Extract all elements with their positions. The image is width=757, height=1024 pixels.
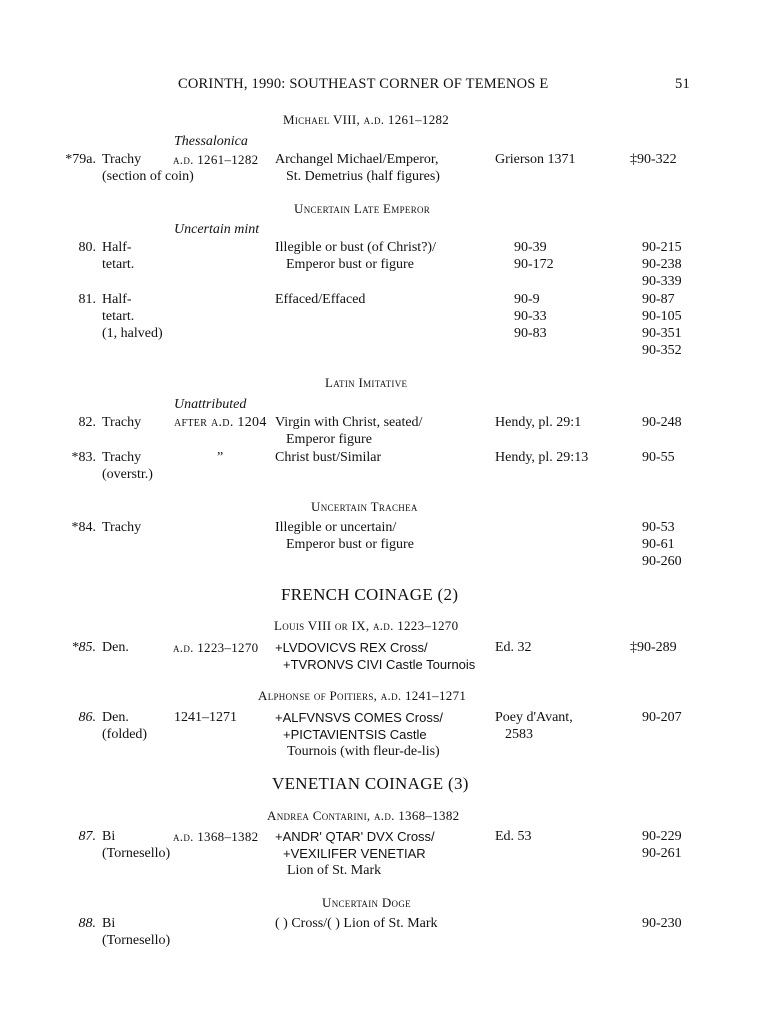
type-reverse: Emperor bust or figure — [286, 537, 414, 552]
type-obverse: +LVDOVICVS REX Cross/ — [275, 640, 428, 655]
reference: Grierson 1371 — [495, 152, 576, 167]
inventory: 90-215 — [642, 240, 682, 255]
denomination-cont: tetart. — [102, 257, 135, 272]
group-heading-louis: Louis VIII or IX, a.d. 1223–1270 — [274, 618, 459, 633]
type-obverse: Illegible or uncertain/ — [275, 520, 397, 535]
entry-number: *79a. — [65, 152, 96, 167]
page-number: 51 — [675, 76, 690, 92]
group-heading-doge: Uncertain Doge — [322, 895, 411, 910]
mint-thessalonica: Thessalonica — [174, 134, 248, 149]
entry-number: 80. — [78, 240, 96, 255]
reference-cont: 2583 — [505, 727, 533, 742]
denomination: Half- — [102, 240, 132, 255]
entry-number: 87. — [78, 829, 96, 844]
inventory: 90-230 — [642, 916, 682, 931]
running-head-title: CORINTH, 1990: SOUTHEAST CORNER OF TEMENOS E — [178, 76, 549, 92]
denomination: Trachy — [102, 415, 142, 430]
denomination: Half- — [102, 292, 132, 307]
type-reverse: +VEXILIFER VENETIAR — [283, 846, 426, 861]
denomination: Den. — [102, 640, 129, 655]
inventory: ‡90-289 — [630, 640, 677, 655]
type: Christ bust/Similar — [275, 450, 382, 465]
reference: Hendy, pl. 29:13 — [495, 450, 589, 465]
entry-number: 86. — [78, 710, 96, 725]
group-heading-alphonse: Alphonse of Poitiers, a.d. 1241–1271 — [258, 688, 467, 703]
type-obverse: +ALFVNSVS COMES Cross/ — [275, 710, 443, 725]
denomination-note: (overstr.) — [102, 467, 153, 482]
type: Effaced/Effaced — [275, 292, 366, 307]
type-obverse: Illegible or bust (of Christ?)/ — [275, 240, 436, 255]
type-obverse: +ANDR' QTAR' DVX Cross/ — [275, 829, 435, 844]
inventory: 90-207 — [642, 710, 682, 725]
entry-number: *83. — [71, 450, 96, 465]
inventory: 90-248 — [642, 415, 682, 430]
type: ( ) Cross/( ) Lion of St. Mark — [275, 916, 438, 931]
date: a.d. 1368–1382 — [173, 829, 259, 844]
inventory: 90-55 — [642, 450, 675, 465]
date: a.d. 1261–1282 — [173, 152, 259, 167]
reference: 90-9 — [514, 292, 540, 307]
denomination: Bi — [102, 829, 116, 844]
date: a.d. 1223–1270 — [173, 640, 259, 655]
date: 1241–1271 — [174, 710, 237, 725]
mint-uncertain: Uncertain mint — [174, 222, 260, 237]
inventory: 90-229 — [642, 829, 682, 844]
group-heading-andrea: Andrea Contarini, a.d. 1368–1382 — [267, 808, 460, 823]
inventory: 90-105 — [642, 309, 682, 324]
denomination-cont: tetart. — [102, 309, 135, 324]
denomination-note: (folded) — [102, 727, 148, 742]
type-reverse-cont: Tournois (with fleur-de-lis) — [287, 744, 440, 759]
date: after a.d. 1204 — [174, 415, 267, 430]
group-heading-latin: Latin Imitative — [325, 375, 408, 390]
type-reverse: +PICTAVIENTSIS Castle — [283, 727, 427, 742]
denomination-note: (1, halved) — [102, 326, 163, 341]
reference: Hendy, pl. 29:1 — [495, 415, 582, 430]
type-reverse: Emperor figure — [286, 432, 372, 447]
reference: Ed. 32 — [495, 640, 532, 655]
reference: 90-33 — [514, 309, 547, 324]
group-heading-trachea: Uncertain Trachea — [311, 499, 418, 514]
reference: 90-83 — [514, 326, 547, 341]
inventory: 90-87 — [642, 292, 675, 307]
denomination: Bi — [102, 916, 116, 931]
group-heading-uncertain-late: Uncertain Late Emperor — [294, 201, 431, 216]
reference: 90-39 — [514, 240, 547, 255]
section-heading-french: FRENCH COINAGE (2) — [281, 585, 459, 604]
inventory: 90-61 — [642, 537, 675, 552]
type-reverse: St. Demetrius (half figures) — [286, 169, 440, 184]
type-reverse-cont: Lion of St. Mark — [287, 863, 382, 878]
inventory: 90-351 — [642, 326, 682, 341]
inventory: 90-261 — [642, 846, 682, 861]
mint-unattributed: Unattributed — [174, 397, 247, 412]
inventory: 90-260 — [642, 554, 682, 569]
denomination: Den. — [102, 710, 129, 725]
inventory: 90-339 — [642, 274, 682, 289]
group-heading-michael: Michael VIII, a.d. 1261–1282 — [283, 112, 450, 127]
entry-number: *85. — [71, 640, 96, 655]
denomination-note: (section of coin) — [102, 169, 194, 184]
inventory: ‡90-322 — [630, 152, 677, 167]
type-reverse: Emperor bust or figure — [286, 257, 414, 272]
reference: 90-172 — [514, 257, 554, 272]
inventory: 90-238 — [642, 257, 682, 272]
inventory: 90-352 — [642, 343, 682, 358]
denomination: Trachy — [102, 520, 142, 535]
denomination-note: (Tornesello) — [102, 933, 171, 948]
entry-number: *84. — [71, 520, 96, 535]
denomination-note: (Tornesello) — [102, 846, 171, 861]
type-obverse: Archangel Michael/Emperor, — [275, 152, 439, 167]
reference: Ed. 53 — [495, 829, 532, 844]
type-obverse: Virgin with Christ, seated/ — [275, 415, 423, 430]
denomination: Trachy — [102, 152, 142, 167]
entry-number: 82. — [78, 415, 96, 430]
inventory: 90-53 — [642, 520, 675, 535]
date-ditto: ” — [217, 450, 224, 465]
entry-number: 88. — [78, 916, 96, 931]
denomination: Trachy — [102, 450, 142, 465]
section-heading-venetian: VENETIAN COINAGE (3) — [272, 774, 469, 793]
type-reverse: +TVRONVS CIVI Castle Tournois — [283, 657, 476, 672]
reference: Poey d'Avant, — [495, 710, 573, 725]
entry-number: 81. — [78, 292, 96, 307]
